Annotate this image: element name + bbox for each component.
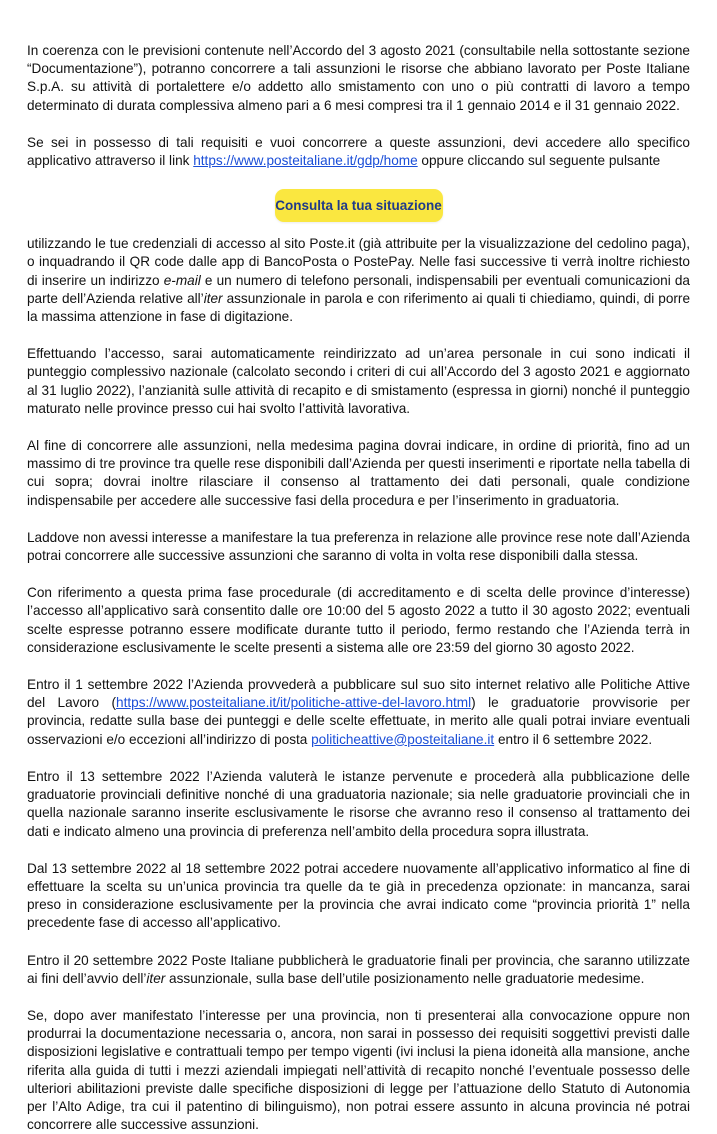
- paragraph-final-publication: [27, 952, 690, 988]
- text-segment: e un numero di telefono personali, indispensabili per eventuali comunicazioni da parte dell’Azienda relative all’: [27, 272, 690, 306]
- paragraph-access-link: [27, 134, 690, 170]
- email-link[interactable]: politicheattive@posteitaliane.it: [311, 731, 495, 747]
- consulta-situazione-button[interactable]: Consulta la tua situazione: [275, 189, 443, 222]
- politiche-attive-link[interactable]: https://www.posteitaliane.it/it/politiche-attive-del-lavoro.html: [116, 695, 472, 711]
- text-segment: oppure cliccando sul seguente pulsante: [417, 153, 661, 169]
- gdp-home-link[interactable]: https://www.posteitaliane.it/gdp/home: [193, 153, 418, 169]
- text-segment: entro il 6 settembre 2022.: [494, 731, 653, 747]
- text-segment: Entro il 1 settembre 2022 l’Azienda provvederà a pubblicare sul suo sito internet relativo alle Politiche Attive del Lavoro (: [27, 677, 690, 711]
- paragraph-final-rankings: Entro il 13 settembre 2022 l’Azienda valuterà le istanze pervenute e procederà alla pubblicazione delle graduatorie provinciali definitive nonché di una graduatoria nazionale; sia nelle graduatorie provinciali che in quella nazionale saranno inserite esclusivamente le risorse che avranno reso il consenso al trattamento dei dati e indicato almeno una provincia di preferenza nell’ambito della procedura sopra illustrata.: [27, 768, 690, 839]
- text-segment: assunzionale, sulla base dell’utile posizionamento nelle graduatorie medesime.: [165, 970, 645, 986]
- paragraph-exclusion-conditions: Se, dopo aver manifestato l’interesse per una provincia, non ti presenterai alla convocazione oppure non produrrai la documentazione necessaria o, ancora, non sarai in possesso dei requisiti soggettivi previsti dalle disposizioni legislative e contrattuali tempo per tempo vigenti (ivi inclusi la piena idoneità alla mansione, anche riferita alla guida di tutti i mezzi aziendali impiegati nell’attività di recapito nonché l’eventuale possesso delle ulteriori abilitazioni previste dalle specifiche disposizioni di legge per l’attuazione dello Statuto di Autonomia per l’Alto Adige, tra cui il patentino di bilinguismo), non potrai essere assunto in alcuna provincia né potrai concorrere alle successive assunzioni.: [27, 1007, 690, 1133]
- paragraph-personal-area: Effettuando l’accesso, sarai automaticamente reindirizzato ad un’area personale in cui sono indicati il punteggio complessivo nazionale (calcolato secondo i criteri di cui all’Accordo del 3 agosto 2021 e aggiornato al 31 luglio 2022), l’anzianità sulle attività di recapito e di smistamento (espressa in giorni) nonché il punteggio maturato nelle province presso cui hai svolto l’attività lavorativa.: [27, 346, 690, 416]
- paragraph-no-preference: Laddove non avessi interesse a manifestare la tua preferenza in relazione alle province rese note dall’Azienda potrai concorrere alle successive assunzioni che saranno di volta in volta rese disponibili dalla stessa.: [27, 529, 690, 564]
- text-segment-italic: e-mail: [163, 272, 201, 288]
- paragraph-credentials: [27, 235, 690, 326]
- paragraph-requirements: In coerenza con le previsioni contenute nell’Accordo del 3 agosto 2021 (consultabile nella sottostante sezione “Documentazione”), potranno concorrere a tali assunzioni le risorse che abbiano lavorato per Poste Italiane S.p.A. su attività di portalettere e/o addetto allo smistamento con uno o più contratti di lavoro a tempo determinato di durata complessiva almeno pari a 6 mesi compresi tra il 1 gennaio 2014 e il 31 gennaio 2022.: [27, 43, 690, 113]
- paragraph-provisional-rankings: [27, 676, 690, 749]
- text-segment: utilizzando le tue credenziali di accesso al sito Poste.it (già attribuite per la visualizzazione del cedolino paga), o inquadrando il QR code dalle app di BancoPosta o PostePay. Nelle fasi successive ti verrà inoltre richiesto di inserire un indirizzo: [27, 236, 690, 288]
- text-segment-italic: iter: [203, 290, 223, 306]
- paragraph-single-province: Dal 13 settembre 2022 al 18 settembre 2022 potrai accedere nuovamente all’applicativo informatico al fine di effettuare la scelta su un’unica provincia tra quelle da te già in precedenza opzionate: in mancanza, sarai preso in considerazione esclusivamente per la provincia che avrai indicato come “provincia priorità 1” nella precedente fase di accesso all’applicativo.: [27, 860, 690, 931]
- text-segment: Se sei in possesso di tali requisiti e vuoi concorrere a queste assunzioni, devi accedere allo specifico applicativo attraverso il link: [27, 134, 690, 169]
- text-segment: Entro il 20 settembre 2022 Poste Italiane pubblicherà le graduatorie finali per provincia, che saranno utilizzate ai fini dell’avvio dell’: [27, 952, 690, 986]
- paragraph-province-choice: Al fine di concorrere alle assunzioni, nella medesima pagina dovrai indicare, in ordine di priorità, fino ad un massimo di tre province tra quelle rese disponibili dall’Azienda per questi inserimenti e riportate nella tabella di cui sopra; dovrai inoltre rilasciare il consenso al trattamento dei dati personali, quale condizione indispensabile per accedere alle successive fasi della procedura e per l’inserimento in graduatoria.: [27, 438, 690, 508]
- cta-container: [27, 189, 690, 222]
- text-segment-italic: iter: [146, 970, 166, 986]
- text-segment: ) le graduatorie provvisorie per provincia, redatte sulla base dei punteggi e delle scelte effettuate, in merito alle quali potrai inviare eventuali osservazioni e/o eccezioni all’indirizzo di posta: [27, 695, 690, 747]
- text-segment: assunzionale in parola e con riferimento ai quali ti chiediamo, quindi, di porre la massima attenzione in fase di digitazione.: [27, 290, 690, 325]
- paragraph-first-phase: Con riferimento a questa prima fase procedurale (di accreditamento e di scelta delle province d’interesse) l’accesso all’applicativo sarà consentito dalle ore 10:00 del 5 agosto 2022 a tutto il 30 agosto 2022; eventuali scelte espresse potranno essere modificate durante tutto il periodo, fermo restando che l’Azienda terrà in considerazione esclusivamente le scelte presenti a sistema alle ore 23:59 del giorno 30 agosto 2022.: [27, 585, 690, 655]
